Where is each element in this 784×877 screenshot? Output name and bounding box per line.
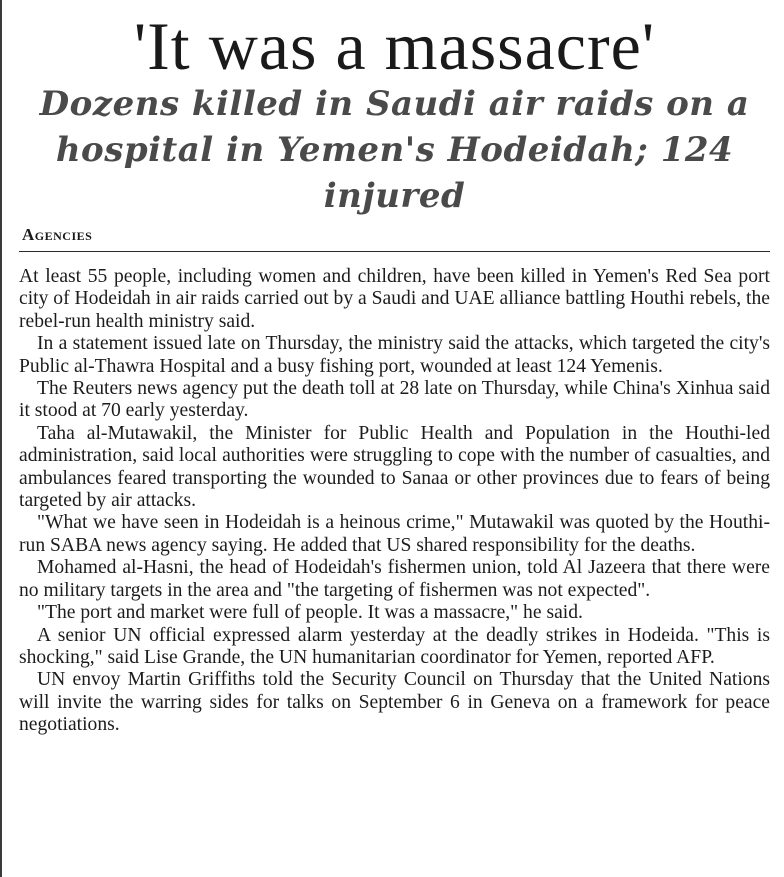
paragraph-3: The Reuters news agency put the death toll at 28 late on Thursday, while China's Xinhua said it stood at 70 early yesterday. [19,378,770,422]
subheadline-line-2: hospital in Yemen's Hodeidah; 124 injured [55,130,734,216]
divider-rule [19,251,770,252]
subheadline-line-1: Dozens killed in Saudi air raids on a [39,84,750,124]
paragraph-9: UN envoy Martin Griffiths told the Security Council on Thursday that the United Nations will invite the warring sides for talks on September 6 in Geneva on a framework for peace negotiations. [19,669,770,736]
paragraph-7: "The port and market were full of people. It was a massacre," he said. [37,602,583,624]
paragraph-6: Mohamed al-Hasni, the head of Hodeidah's fishermen union, told Al Jazeera that there were no military targets in the area and "the targeting of fishermen was not expected". [19,557,770,601]
article-body [19,266,770,737]
paragraph-1: At least 55 people, including women and children, have been killed in Yemen's Red Sea port city of Hodeidah in air raids carried out by a Saudi and UAE alliance battling Houthi rebels, the rebel-run health ministry said. [19,266,770,332]
subheadline [19,81,770,219]
byline: Agencies [22,225,93,244]
paragraph-5: "What we have seen in Hodeidah is a heinous crime," Mutawakil was quoted by the Houthi-run SABA news agency saying. He added that US shared responsibility for the deaths. [19,512,770,556]
paragraph-4: Taha al-Mutawakil, the Minister for Public Health and Population in the Houthi-led administration, said local authorities were struggling to cope with the number of casualties, and ambulances feared transporting the wounded to Sanaa or other provinces due to fears of being targeted by air attacks. [19,422,770,512]
headline: 'It was a massacre' [133,8,656,84]
paragraph-2: In a statement issued late on Thursday, the ministry said the attacks, which targeted the city's Public al-Thawra Hospital and a busy fishing port, wounded at least 124 Yemenis. [19,333,770,377]
paragraph-8: A senior UN official expressed alarm yesterday at the deadly strikes in Hodeida. "This is shocking," said Lise Grande, the UN humanitarian coordinator for Yemen, reported AFP. [19,624,770,668]
